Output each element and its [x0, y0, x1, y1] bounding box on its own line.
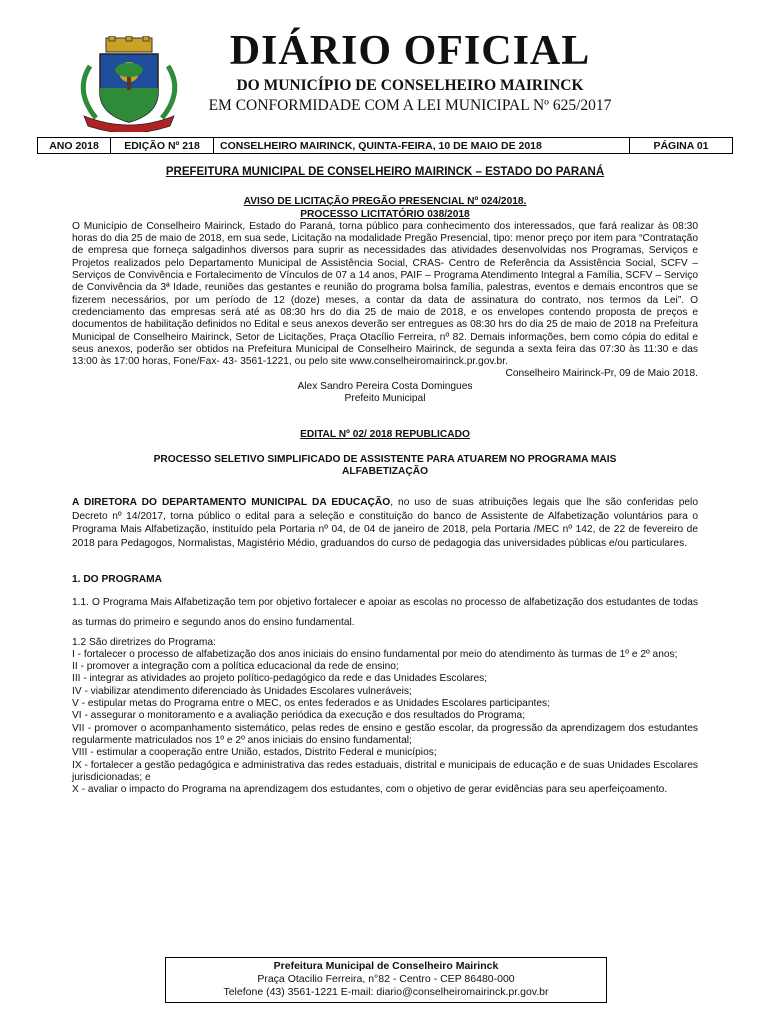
list-item: III - integrar as atividades ao projeto político-pedagógico da rede e das Unidades Escolares; [72, 673, 488, 685]
list-item: V - estipular metas do Programa entre o MEC, os entes federados e as Unidades Escolares participantes; [72, 698, 550, 710]
list-item: VI - assegurar o monitoramento e a avaliação periódica da execução e dos resultados do Programa; [72, 710, 526, 722]
edital-intro [72, 496, 698, 550]
footer-name: Prefeitura Municipal de Conselheiro Mairinck [273, 960, 499, 972]
list-item: VIII - estimular a cooperação entre União, estados, Distrito Federal e municípios; [72, 747, 437, 759]
page-number: PÁGINA 01 [653, 139, 709, 152]
diretrizes-list [72, 649, 698, 797]
list-item: IV - viabilizar atendimento diferenciado às Unidades Escolares vulneráveis; [72, 685, 412, 697]
footer-address: Praça Otacilio Ferreira, n°82 - Centro - CEP 86480-000 [257, 973, 515, 985]
list-item: I - fortalecer o processo de alfabetização dos anos iniciais do ensino fundamental por meio do atendimento às turmas de 1º e 2º anos; [72, 648, 678, 660]
aviso-process: PROCESSO LICITATÓRIO 038/2018 [300, 208, 470, 220]
aviso-signer: Alex Sandro Pereira Costa Domingues [297, 380, 473, 392]
aviso-body: O Município de Conselheiro Mairinck, Estado do Paraná, torna público para conhecimento dos interessados, que fará realizar às 08:30 horas do dia 25 de maio de 2018, em sua sede, Licitação na modalidade Pregão Presencial, tipo: menor preço por item para “Contratação de empresa que forneça salgadinhos diversos para suprir as necessidades das atividades desenvolvidas nos Programas, Serviços e Projetos realizados pelo Departamento Municipal de Assistência Social, CRAS- Centro de Referência da Assistência Social, SCFV – Serviços de Convivência e Fortalecimento de Vínculos de 07 a 14 anos, PAIF – Programa Atendimento Integral a Família, SCFV – Serviço de Convivência da 3ª Idade, reuniões das gestantes e reunião do programa bolsa família, palestras, eventos e demais encontros que se fizerem necessários, por um período de 12 (doze) meses, a contar da data de assinatura do contrato, nos termos da Lei”. O credenciamento das empresas será até as 08:30 hrs do dia 25 de maio de 2018, e os envelopes contendo proposta de preços e documentos de habilitação definidos no Edital e seus anexos deverão ser entregues as 08:30 hrs do dia 25 de maio de 2018 na Prefeitura Municipal de Conselheiro Mairinck, Setor de Licitações, Praça Otacílio Ferreira, nº 82. Demais informações, bem como cópia do edital e seus anexos, poderão ser obtidos na Prefeitura Municipal de Conselheiro Mairinck, de segunda a sexta feira das 07:30 às 11:30 e das 13:00 às 17:00 horas, Fone/Fax- 43- 3561-1221, ou pelo site www.conselheiromairinck.pr.gov.br. [72, 220, 698, 368]
aviso-place-date: Conselheiro Mairinck-Pr, 09 de Maio 2018. [505, 368, 698, 380]
edition-number: EDIÇÃO Nº 218 [111, 138, 214, 153]
list-item: VII - promover o acompanhamento sistemático, pelas redes de ensino e gestão escolar, da progressão da aprendizagem dos estudantes regularmente matriculados nos 1º e 2º anos iniciais do ensino fundamental; [72, 722, 698, 746]
list-item: X - avaliar o impacto do Programa na aprendizagem dos estudantes, com o objetivo de gerar evidências para seu aperfeiçoamento. [72, 784, 668, 796]
edital-title: EDITAL Nº 02/ 2018 REPUBLICADO [300, 429, 470, 441]
edition-info-bar [37, 137, 733, 154]
section-1-2-title: 1.2 São diretrizes do Programa: [72, 636, 216, 648]
edital-intro-bold: A DIRETORA DO DEPARTAMENTO MUNICIPAL DA EDUCAÇÃO [72, 497, 391, 509]
list-item: II - promover a integração com a política educacional da rede de ensino; [72, 661, 399, 673]
list-item: IX - fortalecer a gestão pedagógica e administrativa das redes estaduais, distrital e municipais de educação e de suas Unidades Escolares jurisdicionadas; e [72, 759, 698, 783]
footer-contact: Telefone (43) 3561-1221 E-mail: diario@conselheiromairinck.pr.gov.br [223, 986, 549, 998]
aviso-signer-role: Prefeito Municipal [344, 393, 426, 405]
municipal-coat-of-arms-icon [70, 36, 188, 132]
journal-subtitle: DO MUNICÍPIO DE CONSELHEIRO MAIRINCK [236, 77, 584, 94]
aviso-title: AVISO DE LICITAÇÃO PREGÃO PRESENCIAL Nº 024/2018. [243, 196, 527, 208]
masthead [190, 28, 630, 116]
edital-subtitle: PROCESSO SELETIVO SIMPLIFICADO DE ASSISTENTE PARA ATUAREM NO PROGRAMA MAIS ALFABETIZAÇÃO [153, 453, 617, 477]
footer-box [165, 957, 607, 1003]
edition-place-date: CONSELHEIRO MAIRINCK, QUINTA-FEIRA, 10 DE MAIO DE 2018 [214, 138, 630, 153]
prefeitura-header: PREFEITURA MUNICIPAL DE CONSELHEIRO MAIRINCK – ESTADO DO PARANÁ [165, 166, 605, 178]
edital-intro-text: , no uso de suas atribuições legais que lhe são conferidas pelo Decreto nº 14/2017, torna público o edital para a seleção e constituição do banco de Assistente de Alfabetização voluntários para o Programa Mais Alfabetização, instituído pela Portaria nº 04, de 04 de janeiro de 2018, pela Portaria /MEC nº 142, de 22 de fevereiro de 2018 para Pedagogos, Normalistas, Magistério Médio, graduandos do curso de pedagogia das universidades públicas e/ou particulares. [72, 497, 698, 549]
section-1-title: 1. DO PROGRAMA [72, 574, 162, 586]
section-1-1: 1.1. O Programa Mais Alfabetização tem por objetivo fortalecer e apoiar as escolas no processo de alfabetização dos estudantes de todas as turmas do primeiro e segundo anos do ensino fundamental. [72, 596, 698, 628]
edition-year: ANO 2018 [38, 138, 111, 153]
journal-title: DIÁRIO OFICIAL [229, 28, 591, 74]
document-content [72, 166, 698, 796]
journal-law: EM CONFORMIDADE COM A LEI MUNICIPAL Nº 625/2017 [208, 97, 612, 114]
